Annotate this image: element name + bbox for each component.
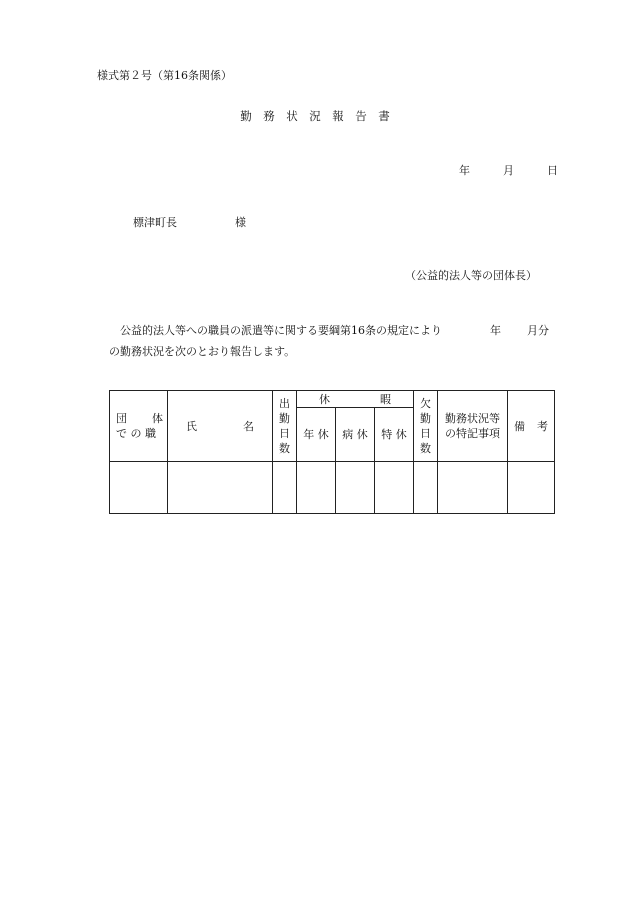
- table-row: [110, 462, 555, 514]
- header-absence-days: [414, 391, 438, 462]
- addressee-name: 標津町長: [133, 216, 177, 229]
- header-org-line-2: で の 職: [116, 427, 156, 440]
- header-org-char-1: 団: [116, 412, 127, 425]
- body-month-label: 月分: [527, 324, 549, 337]
- header-absence-char-4: 数: [420, 442, 432, 455]
- header-special-leave: 特 休: [375, 408, 414, 462]
- header-absence-char-2: 勤: [420, 412, 432, 425]
- date-year-label: 年: [459, 164, 470, 177]
- cell-remarks[interactable]: [508, 462, 555, 514]
- date-line: [459, 162, 558, 178]
- cell-special-notes[interactable]: [438, 462, 508, 514]
- header-org-char-2: 体: [152, 412, 163, 425]
- header-name-char-1: 氏: [186, 419, 197, 433]
- form-number: 様式第２号（第16条関係）: [97, 69, 232, 82]
- header-attendance-char-2: 勤: [279, 412, 290, 425]
- cell-org-position[interactable]: [110, 462, 168, 514]
- header-remarks: [508, 391, 555, 462]
- header-attendance-char-3: 日: [279, 427, 290, 440]
- header-row-1: [110, 391, 555, 408]
- header-remarks-char-1: 備: [514, 419, 526, 433]
- date-day-label: 日: [547, 164, 558, 177]
- cell-special-leave[interactable]: [375, 462, 414, 514]
- addressee-line: [133, 214, 246, 230]
- header-name-char-2: 名: [243, 419, 254, 433]
- cell-name[interactable]: [168, 462, 273, 514]
- header-remarks-char-2: 考: [537, 419, 549, 433]
- report-table: [109, 390, 555, 514]
- header-name: [168, 391, 273, 462]
- header-sick-leave: 病 休: [336, 408, 375, 462]
- header-org-position: [110, 391, 168, 462]
- header-absence-char-1: 欠: [420, 397, 432, 410]
- header-annual-leave: 年 休: [297, 408, 336, 462]
- date-month-label: 月: [503, 164, 514, 177]
- header-leave-char-2: 暇: [380, 392, 392, 406]
- sender-line: （公益的法人等の団体長）: [405, 269, 537, 282]
- cell-absence-days[interactable]: [414, 462, 438, 514]
- header-leave: [297, 391, 414, 408]
- cell-attendance-days[interactable]: [273, 462, 297, 514]
- body-year-label: 年: [490, 324, 501, 337]
- body-line-2: の勤務状況を次のとおり報告します。: [109, 345, 296, 358]
- body-line-1: [120, 322, 549, 338]
- header-attendance-char-1: 出: [279, 397, 290, 410]
- header-absence-char-3: 日: [420, 427, 432, 440]
- header-notes-line-2: の特記事項: [445, 427, 501, 440]
- cell-annual-leave[interactable]: [297, 462, 336, 514]
- header-attendance-char-4: 数: [279, 442, 290, 455]
- header-attendance-days: [273, 391, 297, 462]
- header-special-notes: [438, 391, 508, 462]
- addressee-honorific: 様: [235, 216, 246, 229]
- header-leave-char-1: 休: [319, 392, 330, 406]
- cell-sick-leave[interactable]: [336, 462, 375, 514]
- header-notes-line-1: 勤務状況等: [445, 412, 501, 425]
- body-line-1-text: 公益的法人等への職員の派遣等に関する要綱第16条の規定により: [120, 324, 442, 337]
- document-title: 勤 務 状 況 報 告 書: [240, 109, 390, 123]
